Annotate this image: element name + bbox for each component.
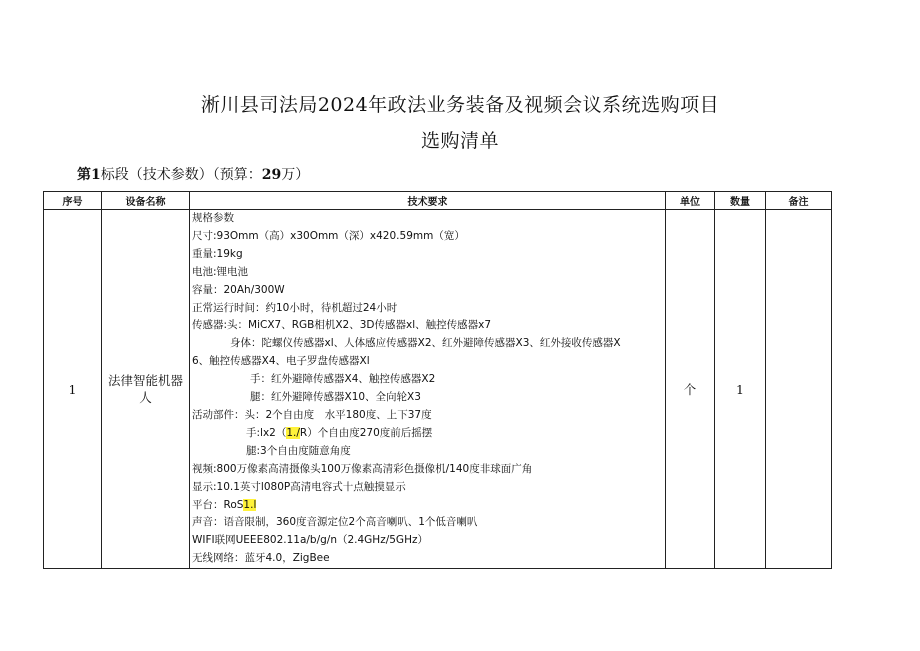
spec-line: 电池:锂电池 bbox=[192, 265, 249, 278]
row-unit: 个 bbox=[666, 210, 715, 569]
spec-line: 声音：语音限制，360度音源定位2个高音喇叭、1个低音喇叭 bbox=[192, 516, 478, 529]
spec-line bbox=[190, 497, 665, 515]
spec-list bbox=[190, 210, 665, 568]
spec-line: 尺寸:93Omm（高）x30Omm（深）x420.59mm（宽） bbox=[192, 229, 465, 242]
spec-line bbox=[190, 425, 665, 443]
spec-text: 手:lx2（ bbox=[246, 426, 287, 439]
spec-line: 正常运行时间：约10小时，待机超过24小时 bbox=[192, 301, 398, 314]
spec-highlight: 1./ bbox=[286, 426, 300, 439]
table-row bbox=[44, 210, 832, 569]
header-unit: 单位 bbox=[666, 192, 715, 210]
spec-line: 传感器:头：MiCX7、RGB相机X2、3D传感器xl、触控传感器x7 bbox=[192, 319, 492, 332]
section-label: 标段（技术参数）（预算： bbox=[100, 167, 262, 183]
section-heading bbox=[77, 164, 309, 184]
spec-line: 腿:3个自由度随意角度 bbox=[246, 444, 351, 457]
header-device-name: 设备名称 bbox=[102, 192, 190, 210]
spec-line: 6、触控传感器X4、电子罗盘传感器Xl bbox=[192, 355, 370, 368]
row-remark bbox=[766, 210, 832, 569]
spec-line: 视频:800万像素高清摄像头100万像素高清彩色摄像机/140度非球面广角 bbox=[192, 462, 533, 475]
table-header-row bbox=[44, 192, 832, 210]
header-quantity: 数量 bbox=[715, 192, 766, 210]
row-index: 1 bbox=[44, 210, 102, 569]
spec-line: 手：红外避障传感器X4、触控传感器X2 bbox=[250, 373, 436, 386]
section-end: 万） bbox=[281, 167, 310, 183]
procurement-table bbox=[43, 191, 832, 569]
header-tech-requirements: 技术要求 bbox=[190, 192, 666, 210]
document-subtitle: 选购清单 bbox=[420, 130, 499, 152]
header-index: 序号 bbox=[44, 192, 102, 210]
spec-line: 显示:10.1英寸l080P高清电容式十点触摸显示 bbox=[192, 480, 406, 493]
spec-line: 规格参数 bbox=[192, 212, 234, 224]
row-device-name: 法律智能机器人 bbox=[102, 210, 190, 569]
section-budget: 29 bbox=[261, 167, 282, 183]
row-spec-cell bbox=[190, 210, 666, 569]
document-title: 淅川县司法局2024年政法业务装备及视频会议系统选购项目 bbox=[200, 94, 720, 116]
section-number: 第1 bbox=[77, 167, 101, 183]
spec-line: WIFI联网UEEE802.11a/b/g/n（2.4GHz/5GHz） bbox=[192, 534, 428, 547]
spec-text: 平台：RoS bbox=[192, 498, 244, 511]
header-remark: 备注 bbox=[766, 192, 832, 210]
spec-line: 身体：陀螺仪传感器xl、人体感应传感器X2、红外避障传感器X3、红外接收传感器X bbox=[230, 337, 621, 350]
spec-line: 腿：红外避障传感器X10、全向轮X3 bbox=[250, 391, 421, 404]
row-quantity: 1 bbox=[715, 210, 766, 569]
spec-line: 无线网络：蓝牙4.0，ZigBee bbox=[192, 552, 330, 565]
spec-line: 重量:19kg bbox=[192, 247, 243, 260]
spec-line: 活动部件：头：2个自由度 水平180度、上下37度 bbox=[192, 408, 432, 421]
spec-line: 容量：20Ah/300W bbox=[192, 283, 285, 296]
spec-text: R）个自由度270度前后摇摆 bbox=[299, 426, 433, 439]
spec-highlight: 1.l bbox=[243, 498, 257, 511]
